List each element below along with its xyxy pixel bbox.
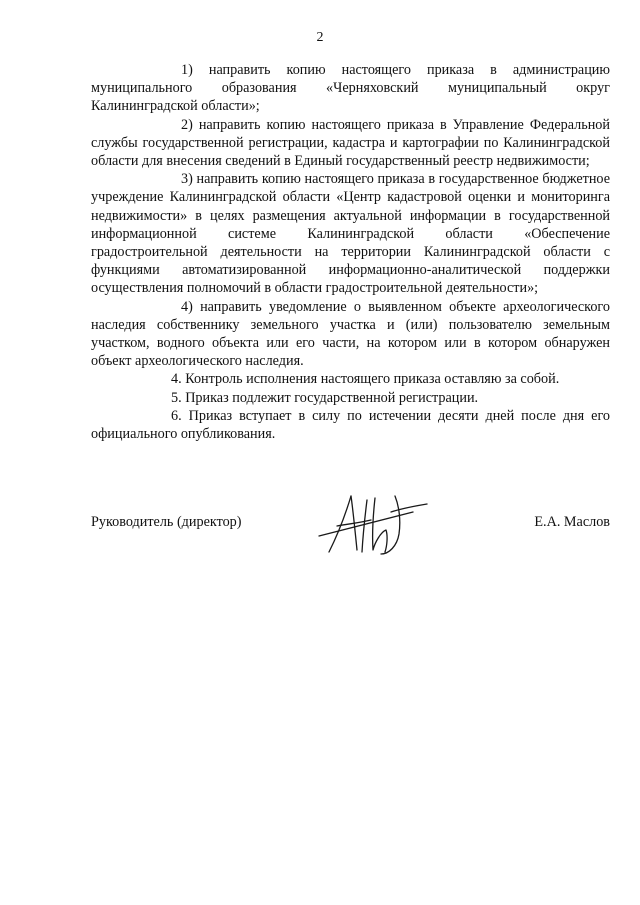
- list-item: [91, 170, 610, 297]
- list-item: [91, 298, 610, 371]
- list-item: [91, 389, 610, 407]
- item-text: направить копию настоящего приказа в администрацию муниципального образования «Черняховский муниципальный округ Калининградской области»;: [91, 62, 611, 115]
- list-item: [91, 116, 610, 171]
- item-number: 3): [181, 171, 193, 188]
- list-item: [91, 370, 610, 388]
- item-text: Приказ подлежит государственной регистрации.: [185, 389, 479, 406]
- item-text: направить копию настоящего приказа в Управление Федеральной службы государственной регистрации, кадастра и картографии по Калининградской области для внесения сведений в Единый государственный реестр недвижимости;: [91, 116, 610, 170]
- document-body: [91, 61, 610, 443]
- item-text: Приказ вступает в силу по истечении десяти дней после дня его официального опубликования.: [91, 407, 610, 443]
- item-number: 4.: [171, 371, 182, 388]
- item-number: 6.: [171, 407, 182, 424]
- signatory-role: Руководитель (директор): [91, 514, 242, 530]
- item-number: 2): [181, 116, 193, 133]
- item-number: 1): [181, 62, 193, 78]
- item-text: направить копию настоящего приказа в государственное бюджетное учреждение Калининградской области «Центр кадастровой оценки и мониторинга недвижимости» в целях размещения актуальной информации в государственной информационной системе Калининградской области «Обеспечение градостроительной деятельности на территории Калининградской области с функциями автоматизированной информационно-аналитической поддержки осуществления полномочий в области градостроительной деятельности»;: [91, 171, 610, 297]
- item-number: 4): [181, 298, 193, 315]
- item-text: направить уведомление о выявленном объекте археологического наследия собственнику земельного участка и (или) пользователю земельным участком, водного объекта или его части, на котором или в котором обнаружен объект археологического наследия.: [91, 298, 610, 370]
- list-item: [91, 61, 610, 116]
- signatory-name: Е.А. Маслов: [534, 514, 610, 530]
- handwritten-signature: [315, 490, 430, 560]
- page-number: 2: [316, 30, 324, 45]
- item-text: Контроль исполнения настоящего приказа оставляю за собой.: [185, 371, 560, 388]
- item-number: 5.: [171, 389, 182, 406]
- list-item: [91, 407, 610, 443]
